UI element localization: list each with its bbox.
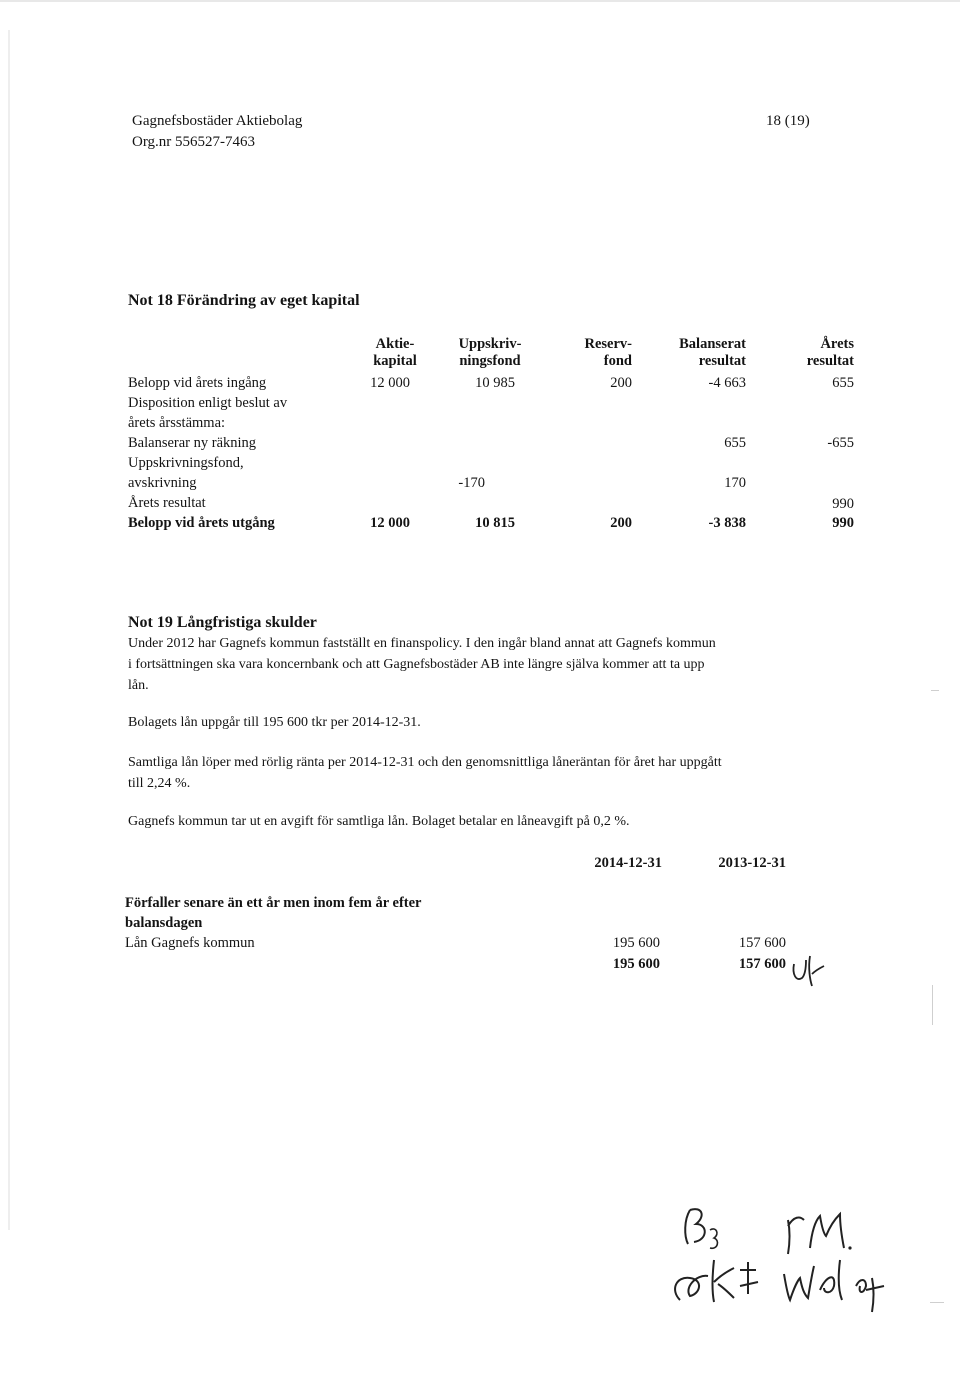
col-header-2014: 2014-12-31 [594, 855, 662, 871]
note19-paragraph4: Gagnefs kommun tar ut en avgift för samtliga lån. Bolaget betalar en låneavgift på 0,2 %. [128, 814, 630, 829]
cell-aktiekapital: 12 000 [370, 375, 410, 391]
col-header-line1: Årets [820, 336, 854, 352]
row-label-total: Belopp vid årets utgång [128, 515, 275, 531]
cell-balanserat-total: -3 838 [708, 515, 746, 531]
note18-title: Not 18 Förändring av eget kapital [128, 292, 360, 309]
col-header-line1: Reserv- [584, 336, 632, 352]
col-header-uppskrivningsfond [440, 336, 540, 370]
row-label: Balanserar ny räkning [128, 435, 257, 451]
scan-mark-right2 [930, 1302, 944, 1303]
col-header-balanserat-resultat [650, 336, 746, 370]
cell-arets-total: 990 [832, 515, 854, 531]
col-header-line1: Balanserat [679, 336, 746, 352]
cell-uppskrivningsfond-total: 10 815 [475, 515, 515, 531]
col-header-2013: 2013-12-31 [718, 855, 786, 871]
row-label: årets årsstämma: [128, 415, 226, 431]
col-header-line2: ningsfond [459, 353, 521, 369]
company-name: Gagnefsbostäder Aktiebolag [132, 113, 303, 129]
loan-2014: 195 600 [612, 935, 660, 951]
row-label: avskrivning [128, 475, 197, 491]
note19-paragraph1-line3: lån. [128, 678, 149, 693]
row-label: Disposition enligt beslut av [128, 395, 288, 411]
row-label: Uppskrivningsfond, [128, 455, 244, 471]
col-header-line1: Aktie- [375, 336, 415, 352]
cell-arets: -655 [827, 435, 854, 451]
note19-paragraph2: Bolagets lån uppgår till 195 600 tkr per 2014-12-31. [128, 715, 421, 730]
initials-mark [788, 952, 828, 992]
cell-balanserat: 170 [724, 475, 746, 491]
maturity-label-line1: Förfaller senare än ett år men inom fem år efter [125, 895, 422, 911]
scan-edge-left [8, 30, 10, 1230]
cell-uppskrivningsfond: -170 [458, 475, 485, 491]
note19-paragraph3-line1: Samtliga lån löper med rörlig ränta per 2014-12-31 och den genomsnittliga låneräntan för året har uppgått [128, 755, 722, 770]
note19-paragraph1-line1: Under 2012 har Gagnefs kommun fastställt en finanspolicy. I den ingår bland annat att Gagnefs kommun [128, 636, 716, 651]
page-number: 18 (19) [766, 113, 810, 129]
row-label: Årets resultat [128, 495, 206, 511]
note19-title: Not 19 Långfristiga skulder [128, 614, 317, 631]
col-header-line2: resultat [698, 353, 746, 369]
total-2014: 195 600 [612, 956, 660, 972]
col-header-line2: kapital [373, 353, 417, 369]
cell-arets: 990 [832, 496, 854, 512]
col-header-reservfond [560, 336, 632, 370]
col-header-aktiekapital [350, 336, 440, 370]
cell-aktiekapital-total: 12 000 [370, 515, 410, 531]
cell-reservfond: 200 [610, 375, 632, 391]
cell-reservfond-total: 200 [610, 515, 632, 531]
row-label: Belopp vid årets ingång [128, 375, 267, 391]
cell-arets: 655 [832, 375, 854, 391]
cell-balanserat: 655 [724, 435, 746, 451]
col-header-line2: fond [603, 353, 632, 369]
cell-balanserat: -4 663 [708, 375, 746, 391]
col-header-line1: Uppskriv- [458, 336, 522, 352]
signatures-image [660, 1190, 910, 1320]
loan-label: Lån Gagnefs kommun [125, 935, 255, 951]
note19-paragraph3-line2: till 2,24 %. [128, 776, 191, 791]
note19-paragraph1-line2: i fortsättningen ska vara koncernbank och att Gagnefsbostäder AB inte längre själva kommer att ta upp [128, 657, 705, 672]
loan-2013: 157 600 [738, 935, 786, 951]
col-header-line2: resultat [806, 353, 854, 369]
maturity-label-line2: balansdagen [125, 915, 203, 931]
org-number: Org.nr 556527-7463 [132, 134, 256, 150]
scan-mark-right [932, 985, 933, 1025]
scan-edge-top [0, 0, 960, 2]
cell-uppskrivningsfond: 10 985 [475, 375, 515, 391]
total-2013: 157 600 [738, 956, 786, 972]
col-header-arets-resultat [770, 336, 854, 370]
scan-mark-right3 [931, 690, 939, 691]
